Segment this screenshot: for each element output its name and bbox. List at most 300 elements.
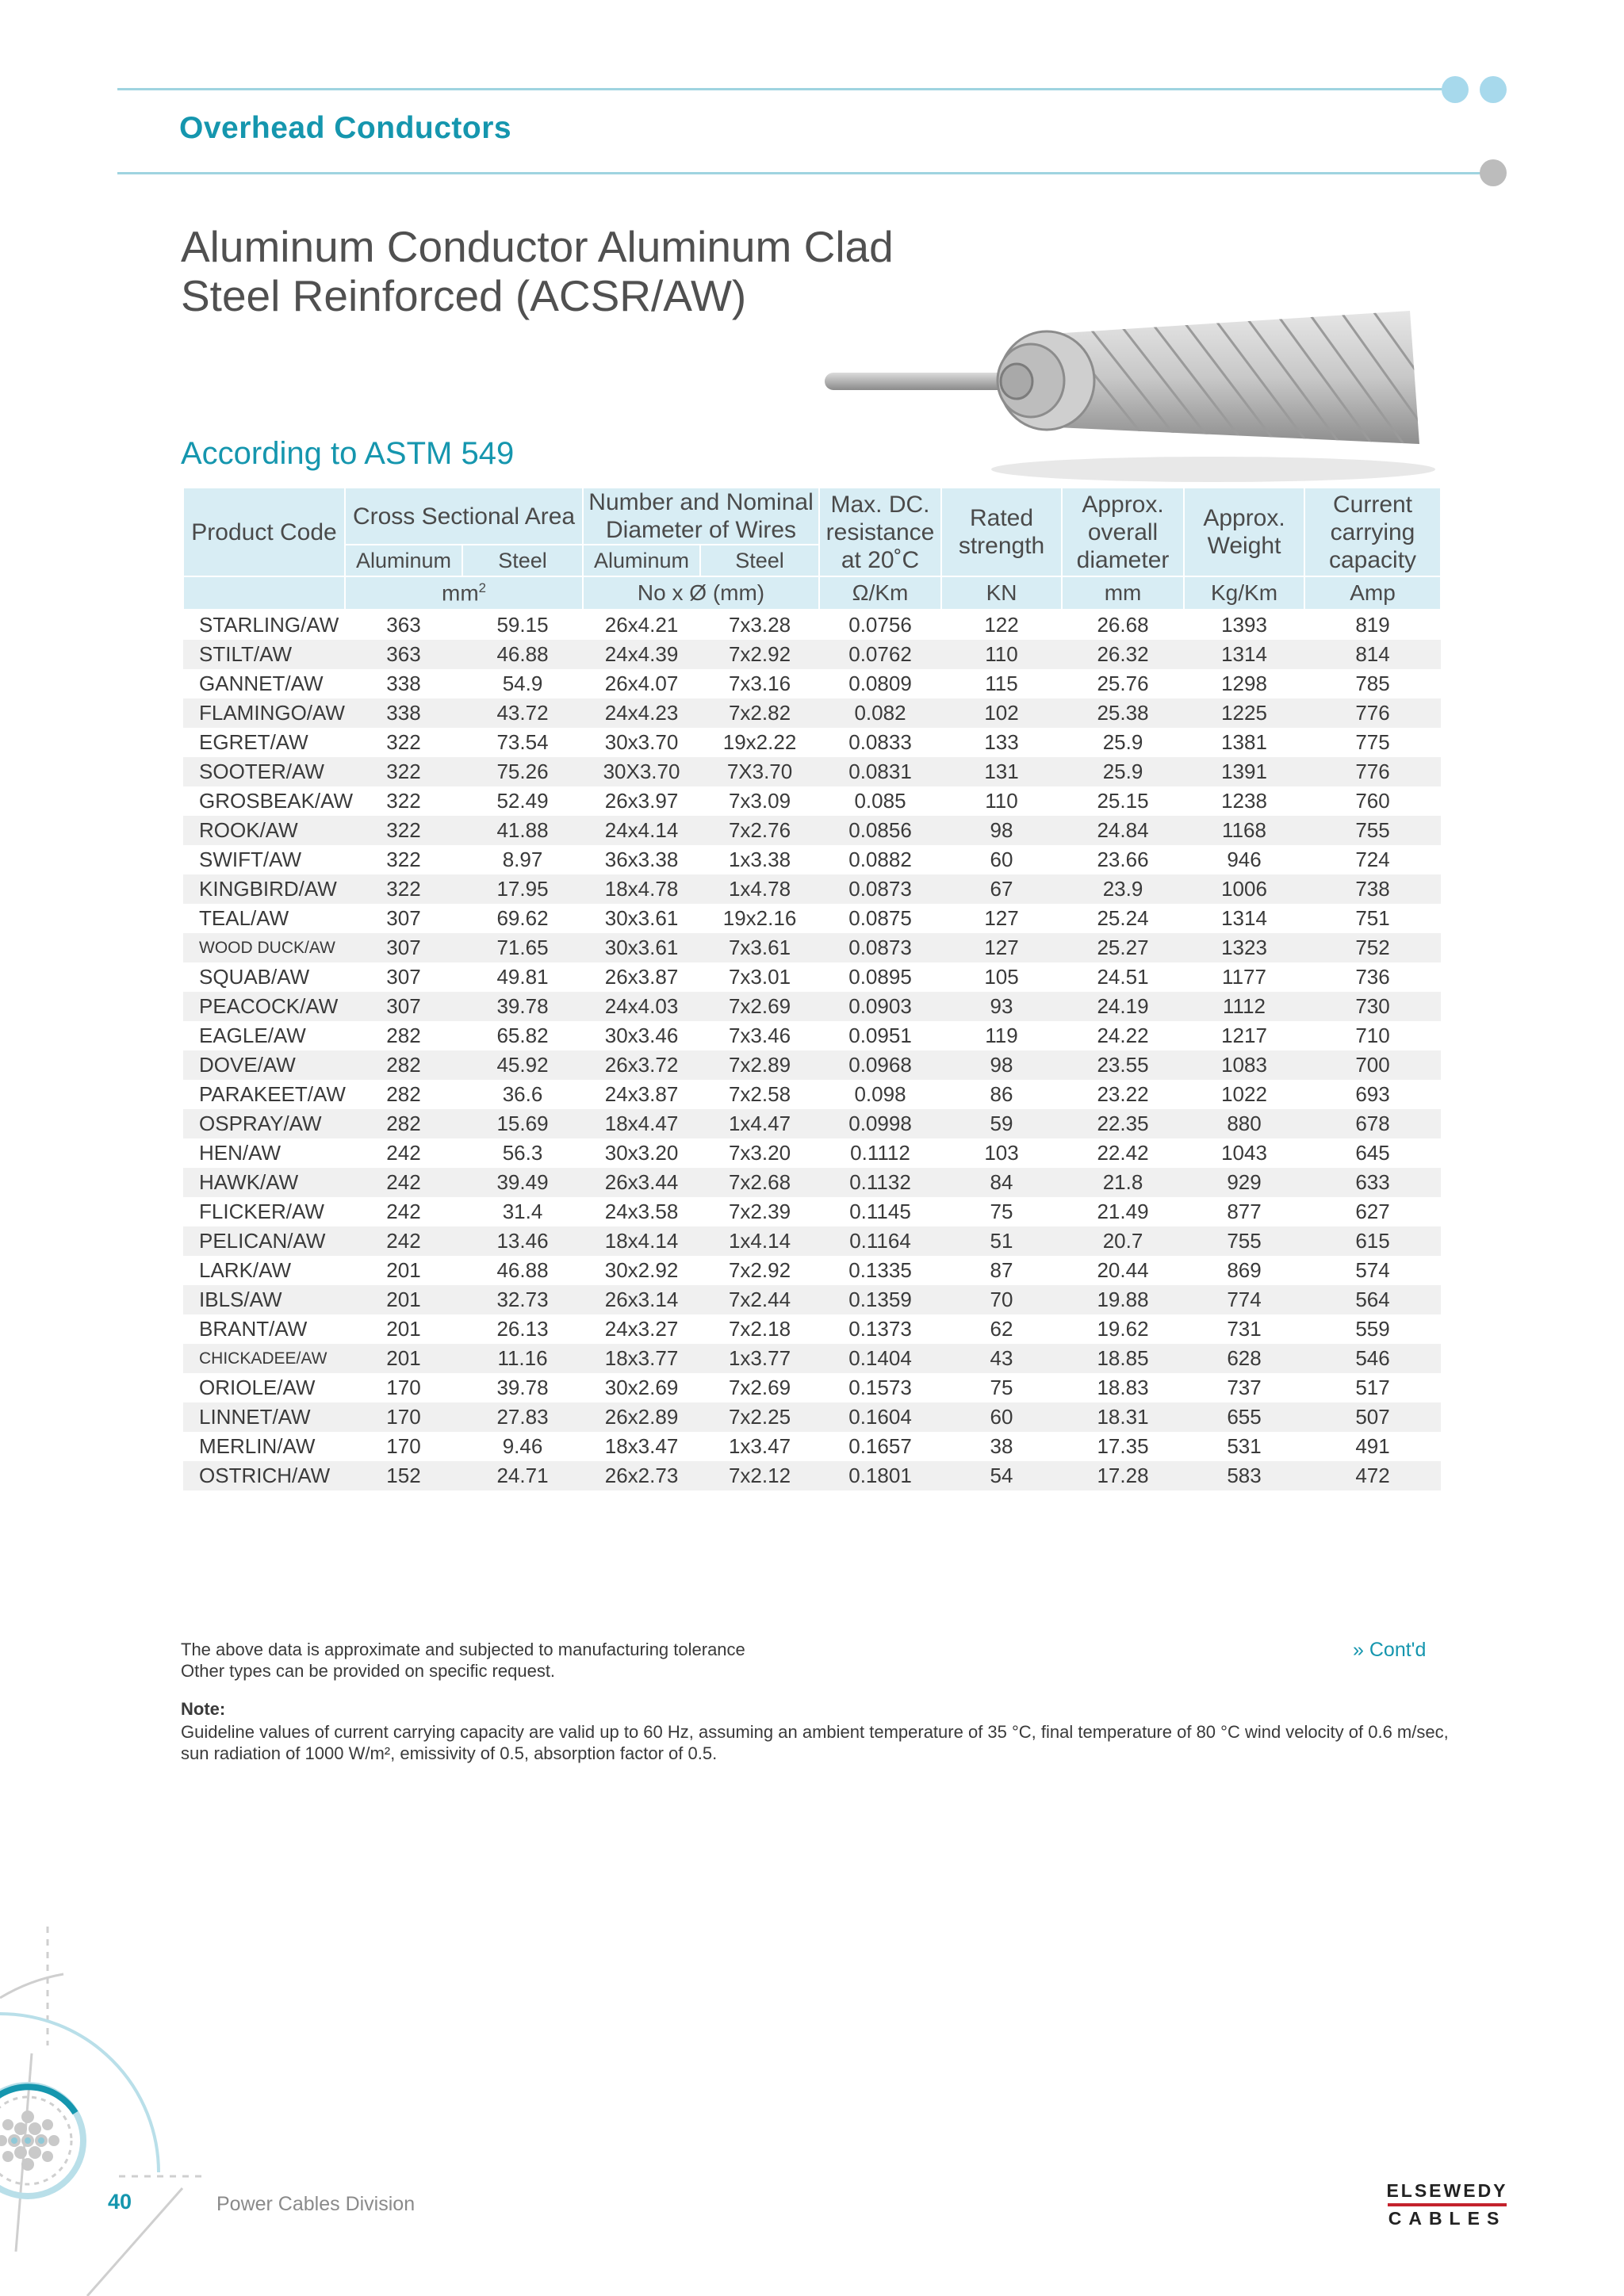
cell-diameter: 22.35 <box>1062 1109 1184 1138</box>
cell-product-code: HAWK/AW <box>183 1168 345 1197</box>
cell-aluminum-area: 170 <box>386 1434 421 1458</box>
cell-resistance: 0.1657 <box>848 1434 912 1458</box>
cell-strength: 60 <box>941 1402 1062 1432</box>
cell-steel-wires: 7x2.12 <box>700 1461 819 1490</box>
cell-weight: 1391 <box>1184 757 1304 786</box>
cell-resistance: 0.0756 <box>848 613 912 637</box>
cell-resistance: 0.0873 <box>819 874 941 904</box>
cell-steel-wires: 7x2.68 <box>700 1168 819 1197</box>
cell-strength: 102 <box>941 698 1062 728</box>
cell-strength: 93 <box>941 992 1062 1021</box>
cell-steel-wires: 7x3.20 <box>728 1141 791 1165</box>
cell-product-code: LARK/AW <box>199 1258 292 1282</box>
table-row <box>183 1109 1441 1138</box>
cell-resistance: 0.0875 <box>848 906 912 930</box>
cell-product-code: EGRET/AW <box>199 730 308 754</box>
cell-aluminum-area: 201 <box>386 1258 421 1282</box>
cell-aluminum-wires: 24x4.23 <box>583 698 700 728</box>
cell-steel-area: 75.26 <box>462 757 583 786</box>
division-name: Power Cables Division <box>216 2193 416 2215</box>
cell-resistance: 0.0951 <box>848 1024 912 1047</box>
cell-current: 564 <box>1304 1285 1441 1314</box>
cell-aluminum-area: 322 <box>345 816 462 845</box>
table-row <box>183 1226 1441 1256</box>
cell-steel-area: 59.15 <box>496 613 549 637</box>
unit-blank <box>183 576 345 610</box>
cell-resistance: 0.098 <box>854 1082 906 1106</box>
cell-resistance: 0.1359 <box>819 1285 941 1314</box>
cell-resistance: 0.1132 <box>819 1168 941 1197</box>
cell-steel-area: 46.88 <box>496 1258 549 1282</box>
unit-strength: KN <box>941 576 1062 610</box>
cell-strength: 59 <box>941 1109 1062 1138</box>
cell-resistance: 0.1373 <box>848 1317 912 1341</box>
cell-aluminum-wires: 26x3.14 <box>583 1285 700 1314</box>
cell-steel-wires: 7x2.18 <box>728 1317 791 1341</box>
cell-strength: 51 <box>941 1226 1062 1256</box>
cell-strength: 127 <box>941 933 1062 962</box>
cell-strength: 110 <box>941 640 1062 669</box>
cell-diameter: 21.8 <box>1062 1168 1184 1197</box>
cell-strength: 70 <box>941 1285 1062 1314</box>
cell-steel-area: 26.13 <box>496 1317 549 1341</box>
cell-product-code: BRANT/AW <box>199 1317 308 1341</box>
cell-diameter: 18.85 <box>1062 1344 1184 1373</box>
cell-aluminum-area: 307 <box>345 933 462 962</box>
cell-current: 491 <box>1355 1434 1390 1458</box>
cell-weight: 1168 <box>1184 816 1304 845</box>
cell-product-code: MERLIN/AW <box>199 1434 316 1458</box>
table-row <box>183 1138 1441 1168</box>
cell-aluminum-wires: 36x3.38 <box>604 848 679 871</box>
cell-aluminum-wires: 26x3.44 <box>583 1168 700 1197</box>
cell-diameter: 21.49 <box>1097 1200 1149 1223</box>
decor-dot-grey <box>1480 159 1507 186</box>
cell-aluminum-area: 242 <box>386 1141 421 1165</box>
cell-current: 776 <box>1304 757 1441 786</box>
cell-strength: 67 <box>941 874 1062 904</box>
cell-weight: 880 <box>1184 1109 1304 1138</box>
cell-steel-area: 32.73 <box>462 1285 583 1314</box>
standard-subtitle: According to ASTM 549 <box>181 436 515 471</box>
page-title <box>181 222 894 320</box>
cell-strength: 38 <box>990 1434 1013 1458</box>
unit-resistance: Ω/Km <box>819 576 941 610</box>
cell-resistance: 0.0762 <box>819 640 941 669</box>
cell-weight: 531 <box>1227 1434 1262 1458</box>
cell-current: 507 <box>1304 1402 1441 1432</box>
cell-product-code: TEAL/AW <box>199 906 289 930</box>
cell-steel-wires: 7x2.44 <box>700 1285 819 1314</box>
cell-diameter: 25.38 <box>1062 698 1184 728</box>
cell-diameter: 17.28 <box>1062 1461 1184 1490</box>
col-resistance: Max. DC. resistance at 20˚C <box>819 488 941 576</box>
col-diameter: Approx. overall diameter <box>1062 488 1184 576</box>
cell-current: 627 <box>1355 1200 1390 1223</box>
conductor-cable-image <box>817 293 1435 492</box>
cell-aluminum-area: 307 <box>386 906 421 930</box>
cell-strength: 127 <box>984 906 1019 930</box>
cell-weight: 1022 <box>1221 1082 1267 1106</box>
logo-text-top: ELSEWEDY <box>1386 2180 1508 2201</box>
cell-current: 574 <box>1355 1258 1390 1282</box>
cell-steel-area: 39.78 <box>496 1376 549 1399</box>
col-current: Current carrying capacity <box>1304 488 1441 576</box>
cell-current: 730 <box>1304 992 1441 1021</box>
cell-weight: 655 <box>1184 1402 1304 1432</box>
cell-steel-wires: 1x3.47 <box>728 1434 791 1458</box>
cell-aluminum-area: 170 <box>386 1376 421 1399</box>
cell-aluminum-wires: 30x3.20 <box>604 1141 679 1165</box>
cell-steel-wires: 7x3.46 <box>728 1024 791 1047</box>
cell-product-code: ROOK/AW <box>183 816 345 845</box>
logo-text-bottom: CABLES <box>1388 2208 1507 2229</box>
cell-weight: 869 <box>1227 1258 1262 1282</box>
cell-aluminum-wires: 24x3.27 <box>604 1317 679 1341</box>
cell-weight: 583 <box>1184 1461 1304 1490</box>
cell-aluminum-wires: 26x3.72 <box>583 1050 700 1080</box>
cell-current: 760 <box>1355 789 1390 813</box>
cell-steel-area: 52.49 <box>496 789 549 813</box>
cell-product-code: STARLING/AW <box>199 613 339 637</box>
cell-current: 559 <box>1355 1317 1390 1341</box>
cell-weight: 1177 <box>1222 965 1266 989</box>
cell-aluminum-area: 282 <box>386 1082 421 1106</box>
cell-resistance: 0.085 <box>854 789 906 813</box>
cell-current: 751 <box>1355 906 1390 930</box>
cell-current: 472 <box>1304 1461 1441 1490</box>
table-row <box>183 610 1441 640</box>
top-rule <box>117 88 1443 90</box>
cell-aluminum-wires: 26x2.89 <box>583 1402 700 1432</box>
cell-product-code: FLAMINGO/AW <box>183 698 345 728</box>
cell-aluminum-wires: 26x4.21 <box>604 613 679 637</box>
cell-steel-area: 45.92 <box>462 1050 583 1080</box>
cell-strength: 86 <box>990 1082 1013 1106</box>
cell-aluminum-area: 282 <box>345 1050 462 1080</box>
decor-dot <box>1480 76 1507 103</box>
cell-steel-area: 11.16 <box>462 1344 583 1373</box>
cell-steel-area: 69.62 <box>496 906 549 930</box>
cell-strength: 87 <box>990 1258 1013 1282</box>
table-row <box>183 1402 1441 1432</box>
double-chevron-icon: » <box>1353 1639 1364 1661</box>
cell-steel-area: 71.65 <box>462 933 583 962</box>
cell-steel-wires: 7x3.16 <box>728 672 791 695</box>
cell-diameter: 23.66 <box>1097 848 1149 871</box>
table-row <box>183 1285 1441 1314</box>
cell-current: 775 <box>1355 730 1390 754</box>
cell-current: 710 <box>1355 1024 1390 1047</box>
cell-current: 755 <box>1304 816 1441 845</box>
cell-product-code: OSTRICH/AW <box>183 1461 345 1490</box>
cell-diameter: 25.15 <box>1097 789 1149 813</box>
cell-steel-area: 73.54 <box>496 730 549 754</box>
cell-product-code: FLICKER/AW <box>199 1200 324 1223</box>
cell-steel-wires: 1x4.47 <box>700 1109 819 1138</box>
cell-aluminum-wires: 24x4.03 <box>583 992 700 1021</box>
cell-diameter: 20.44 <box>1097 1258 1149 1282</box>
cell-steel-wires: 7x2.58 <box>728 1082 791 1106</box>
cell-diameter: 19.62 <box>1097 1317 1149 1341</box>
cell-aluminum-wires: 18x4.14 <box>583 1226 700 1256</box>
cell-resistance: 0.0895 <box>848 965 912 989</box>
cell-diameter: 25.76 <box>1097 672 1149 695</box>
table-row <box>183 1461 1441 1490</box>
cell-diameter: 23.9 <box>1062 874 1184 904</box>
cell-current: 693 <box>1355 1082 1390 1106</box>
cell-diameter: 25.9 <box>1102 730 1143 754</box>
cell-steel-area: 8.97 <box>502 848 543 871</box>
cell-aluminum-area: 322 <box>386 789 421 813</box>
cell-steel-area: 13.46 <box>462 1226 583 1256</box>
table-row <box>183 962 1441 992</box>
table-row <box>183 786 1441 816</box>
table-row <box>183 1344 1441 1373</box>
cell-current: 678 <box>1304 1109 1441 1138</box>
cell-strength: 54 <box>941 1461 1062 1490</box>
cell-steel-area: 54.9 <box>502 672 543 695</box>
cell-aluminum-wires: 30x3.61 <box>583 933 700 962</box>
note-text: Guideline values of current carrying capacity are valid up to 60 Hz, assuming an ambient temperature of 35 °C, final temperature of 80 °C wind velocity of 0.6 m/sec, sun radiation of 1000 W/m², emissivity of 0.5, absorption factor of 0.5. <box>181 1722 1449 1763</box>
cell-weight: 755 <box>1184 1226 1304 1256</box>
cell-weight: 1112 <box>1184 992 1304 1021</box>
continued-label: Cont'd <box>1369 1639 1427 1661</box>
decor-dot <box>1442 76 1469 103</box>
cell-weight: 628 <box>1184 1344 1304 1373</box>
cell-aluminum-wires: 18x3.47 <box>604 1434 679 1458</box>
table-row <box>183 874 1441 904</box>
cell-resistance: 0.1404 <box>819 1344 941 1373</box>
subcol-aluminum: Aluminum <box>583 545 700 576</box>
cell-diameter: 26.68 <box>1097 613 1149 637</box>
cell-diameter: 18.31 <box>1062 1402 1184 1432</box>
specification-table <box>182 487 1442 1490</box>
cell-resistance: 0.1335 <box>848 1258 912 1282</box>
cell-current: 633 <box>1304 1168 1441 1197</box>
cell-aluminum-wires: 18x4.47 <box>583 1109 700 1138</box>
cell-steel-wires: 7x2.76 <box>700 816 819 845</box>
cell-strength: 119 <box>985 1024 1018 1047</box>
cell-aluminum-wires: 30x3.46 <box>604 1024 679 1047</box>
cell-diameter: 18.83 <box>1097 1376 1149 1399</box>
cell-weight: 946 <box>1227 848 1262 871</box>
page-title-line: Steel Reinforced (ACSR/AW) <box>181 271 747 320</box>
cell-weight: 774 <box>1184 1285 1304 1314</box>
disclaimer-line: The above data is approximate and subjected to manufacturing tolerance <box>181 1640 745 1659</box>
section-title: Overhead Conductors <box>179 111 512 145</box>
cell-resistance: 0.1604 <box>819 1402 941 1432</box>
unit-wires: No x Ø (mm) <box>583 576 819 610</box>
cell-aluminum-wires: 30x2.92 <box>604 1258 679 1282</box>
cell-diameter: 23.22 <box>1097 1082 1149 1106</box>
cell-aluminum-area: 307 <box>386 965 421 989</box>
cell-steel-area: 9.46 <box>502 1434 543 1458</box>
col-product-code: Product Code <box>183 488 345 576</box>
cell-strength: 133 <box>984 730 1019 754</box>
cell-steel-wires: 19x2.22 <box>722 730 797 754</box>
cell-aluminum-area: 201 <box>345 1344 462 1373</box>
cell-current: 736 <box>1355 965 1390 989</box>
cell-current: 724 <box>1355 848 1390 871</box>
cell-current: 546 <box>1304 1344 1441 1373</box>
cell-resistance: 0.0856 <box>819 816 941 845</box>
cell-weight: 737 <box>1227 1376 1262 1399</box>
cell-aluminum-area: 201 <box>386 1317 421 1341</box>
cell-resistance: 0.1801 <box>819 1461 941 1490</box>
page-title-line: Aluminum Conductor Aluminum Clad <box>181 222 894 271</box>
cell-steel-wires: 7x2.69 <box>728 1376 791 1399</box>
table-row <box>183 728 1441 757</box>
cable-cross-section-decoration <box>0 1927 206 2296</box>
cell-product-code: GANNET/AW <box>199 672 324 695</box>
cell-diameter: 24.22 <box>1097 1024 1149 1047</box>
cell-steel-wires: 1x3.38 <box>728 848 791 871</box>
cell-diameter: 25.9 <box>1062 757 1184 786</box>
cell-aluminum-area: 242 <box>386 1200 421 1223</box>
cell-product-code: PARAKEET/AW <box>199 1082 346 1106</box>
unit-area: $mm^2$ <box>345 576 583 610</box>
cell-resistance: 0.0903 <box>819 992 941 1021</box>
table-row <box>183 1197 1441 1226</box>
cell-weight: 1314 <box>1221 906 1267 930</box>
cell-weight: 1238 <box>1221 789 1267 813</box>
cell-product-code: STILT/AW <box>183 640 345 669</box>
cell-strength: 43 <box>941 1344 1062 1373</box>
subcol-aluminum: Aluminum <box>345 545 462 576</box>
cell-steel-wires: 7x3.01 <box>728 965 791 989</box>
cell-steel-area: 56.3 <box>502 1141 543 1165</box>
note-title: Note: <box>181 1699 226 1719</box>
cell-steel-wires: 7x2.92 <box>728 1258 791 1282</box>
cell-resistance: 0.0998 <box>819 1109 941 1138</box>
disclaimer <box>181 1639 745 1682</box>
cell-current: 776 <box>1304 698 1441 728</box>
cell-resistance: 0.1112 <box>850 1141 910 1165</box>
page-number: 40 <box>108 2190 132 2214</box>
cell-steel-area: 24.71 <box>462 1461 583 1490</box>
table-row <box>183 1314 1441 1344</box>
col-strength: Rated strength <box>941 488 1062 576</box>
cell-steel-wires: 7x3.09 <box>728 789 791 813</box>
cell-aluminum-area: 170 <box>345 1402 462 1432</box>
continued-link[interactable] <box>1353 1639 1426 1662</box>
cell-weight: 731 <box>1227 1317 1262 1341</box>
cell-diameter: 26.32 <box>1062 640 1184 669</box>
cell-steel-wires: 19x2.16 <box>722 906 797 930</box>
cell-resistance: 0.0831 <box>819 757 941 786</box>
cell-current: 819 <box>1355 613 1390 637</box>
cell-diameter: 25.24 <box>1097 906 1149 930</box>
cell-diameter: 24.84 <box>1062 816 1184 845</box>
cell-resistance: 0.0882 <box>848 848 912 871</box>
cell-strength: 98 <box>941 816 1062 845</box>
cell-aluminum-area: 201 <box>345 1285 462 1314</box>
elsewedy-logo <box>1380 2180 1515 2229</box>
cell-aluminum-wires: 26x4.07 <box>604 672 679 695</box>
table-row <box>183 1256 1441 1285</box>
cell-aluminum-area: 363 <box>345 640 462 669</box>
cell-strength: 60 <box>990 848 1013 871</box>
cell-resistance: 0.1164 <box>819 1226 941 1256</box>
cell-resistance: 0.0833 <box>848 730 912 754</box>
cell-aluminum-wires: 30x3.61 <box>604 906 679 930</box>
logo-red-bar <box>1388 2203 1507 2206</box>
cell-aluminum-area: 338 <box>345 698 462 728</box>
table-row <box>183 1168 1441 1197</box>
table-row <box>183 1050 1441 1080</box>
cell-strength: 110 <box>985 789 1018 813</box>
section-rule <box>117 172 1484 174</box>
cell-current: 752 <box>1304 933 1441 962</box>
cell-aluminum-area: 363 <box>386 613 421 637</box>
table-row <box>183 845 1441 874</box>
cell-product-code: PEACOCK/AW <box>183 992 345 1021</box>
cell-product-code: SQUAB/AW <box>199 965 310 989</box>
cell-steel-wires: 7x2.39 <box>728 1200 791 1223</box>
cell-product-code: SWIFT/AW <box>199 848 302 871</box>
cell-resistance: 0.1573 <box>848 1376 912 1399</box>
cell-product-code: WOOD DUCK/AW <box>183 933 345 962</box>
cell-aluminum-area: 282 <box>386 1024 421 1047</box>
cell-product-code: HEN/AW <box>199 1141 282 1165</box>
cell-product-code: IBLS/AW <box>183 1285 345 1314</box>
unit-current: Amp <box>1304 576 1441 610</box>
unit-diameter: mm <box>1062 576 1184 610</box>
cell-steel-wires: 1x4.14 <box>700 1226 819 1256</box>
cell-strength: 98 <box>941 1050 1062 1080</box>
cell-aluminum-area: 242 <box>345 1168 462 1197</box>
table-row <box>183 1080 1441 1109</box>
table-row <box>183 816 1441 845</box>
cell-steel-area: 43.72 <box>462 698 583 728</box>
cell-steel-wires: 7x3.28 <box>728 613 791 637</box>
cell-steel-area: 49.81 <box>496 965 549 989</box>
cell-aluminum-wires: 24x4.14 <box>583 816 700 845</box>
cell-diameter: 17.35 <box>1097 1434 1149 1458</box>
table-row <box>183 640 1441 669</box>
cell-strength: 62 <box>990 1317 1013 1341</box>
cell-strength: 103 <box>984 1141 1019 1165</box>
col-wires: Number and Nominal Diameter of Wires <box>583 488 819 545</box>
cell-current: 517 <box>1355 1376 1390 1399</box>
cell-weight: 1323 <box>1184 933 1304 962</box>
cell-diameter: 24.51 <box>1097 965 1149 989</box>
cell-steel-area: 17.95 <box>462 874 583 904</box>
cell-product-code: DOVE/AW <box>183 1050 345 1080</box>
cell-aluminum-area: 242 <box>345 1226 462 1256</box>
cell-current: 615 <box>1304 1226 1441 1256</box>
subcol-steel: Steel <box>700 545 819 576</box>
cell-current: 738 <box>1304 874 1441 904</box>
cell-current: 700 <box>1304 1050 1441 1080</box>
cell-current: 785 <box>1355 672 1390 695</box>
cell-product-code: PELICAN/AW <box>183 1226 345 1256</box>
table-row <box>183 904 1441 933</box>
cell-diameter: 25.27 <box>1062 933 1184 962</box>
cell-aluminum-area: 338 <box>386 672 421 695</box>
cell-steel-area: 39.78 <box>462 992 583 1021</box>
cell-weight: 929 <box>1184 1168 1304 1197</box>
cell-product-code: CHICKADEE/AW <box>183 1344 345 1373</box>
disclaimer-line: Other types can be provided on specific request. <box>181 1661 556 1681</box>
table-row <box>183 1432 1441 1461</box>
table-row <box>183 992 1441 1021</box>
cell-product-code: EAGLE/AW <box>199 1024 306 1047</box>
cell-steel-area: 36.6 <box>502 1082 543 1106</box>
cell-steel-wires: 7x2.25 <box>700 1402 819 1432</box>
cell-aluminum-wires: 30X3.70 <box>583 757 700 786</box>
